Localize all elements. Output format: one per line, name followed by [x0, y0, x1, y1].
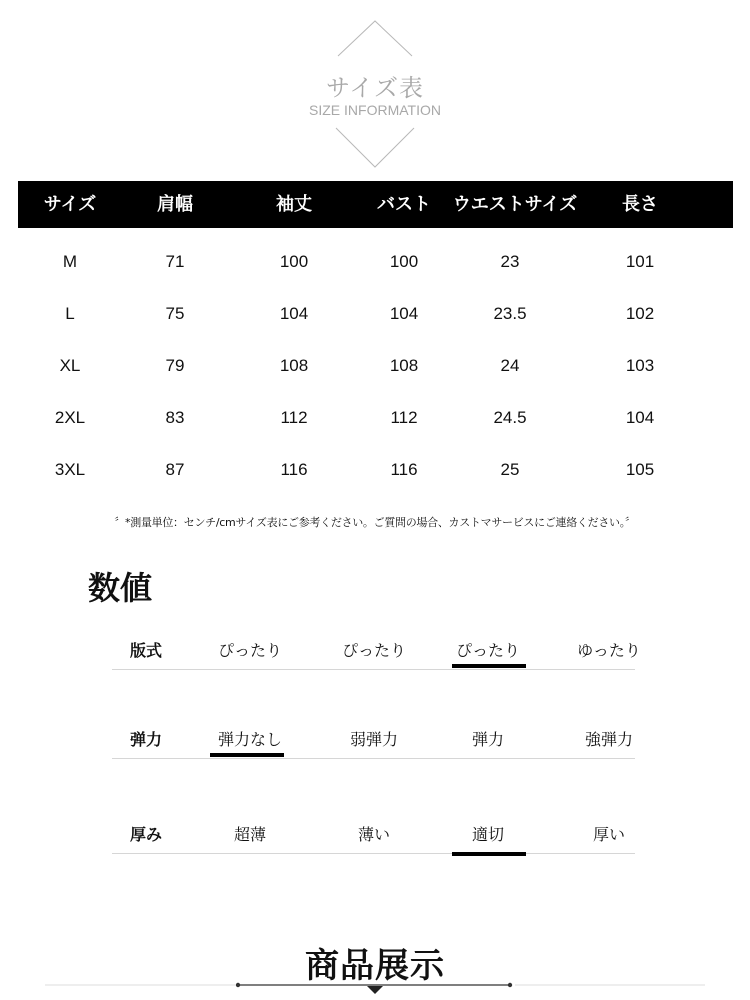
table-row — [0, 340, 750, 392]
waist-cell: 23 — [500, 252, 520, 271]
value-option: ゆったり — [577, 641, 641, 660]
value-row-label: 版式 — [129, 641, 162, 660]
value-option: 超薄 — [233, 825, 266, 844]
value-option: 弾力 — [471, 730, 504, 749]
size-table-title: サイズ表 — [325, 74, 425, 102]
bust-cell: 100 — [389, 252, 419, 271]
selected-indicator-thickness — [452, 852, 526, 856]
size-cell: XL — [59, 356, 81, 375]
waist-cell: 25 — [500, 460, 520, 479]
shoulder-cell: 79 — [165, 356, 185, 375]
value-option: 薄い — [357, 825, 390, 844]
size-cell: 3XL — [54, 460, 86, 479]
sleeve-cell: 100 — [279, 252, 309, 271]
selected-indicator-elasticity — [210, 753, 284, 757]
value-row-label: 厚み — [129, 825, 162, 844]
waist-cell: 23.5 — [493, 304, 527, 323]
header-length: 長さ — [622, 194, 658, 215]
size-table-subtitle: SIZE INFORMATION — [309, 102, 441, 118]
waist-cell: 24.5 — [493, 408, 527, 427]
header-waist: ウエストサイズ — [452, 194, 578, 215]
value-row-elasticity — [112, 723, 635, 759]
table-row — [0, 392, 750, 444]
values-title: 数値 — [88, 569, 153, 607]
bust-cell: 108 — [389, 356, 419, 375]
header-sleeve: 袖丈 — [276, 194, 312, 215]
value-option: 厚い — [592, 825, 625, 844]
sleeve-cell: 112 — [280, 408, 308, 427]
header-size: サイズ — [43, 194, 97, 215]
size-cell: M — [62, 252, 78, 271]
value-option: 適切 — [471, 825, 504, 844]
value-option: 弱弾力 — [349, 730, 398, 749]
value-row-fit — [112, 634, 641, 670]
value-option: 強弾力 — [584, 730, 633, 749]
sleeve-cell: 116 — [280, 460, 308, 479]
size-header — [0, 0, 750, 180]
value-option: ぴったり — [341, 641, 406, 660]
value-option: ぴったり — [455, 641, 520, 660]
shoulder-cell: 83 — [165, 408, 185, 427]
title-underline-decoration — [0, 976, 750, 1000]
sleeve-cell: 104 — [279, 304, 309, 323]
header-bust: バスト — [377, 194, 431, 215]
value-row-thickness — [112, 818, 635, 854]
bust-cell: 112 — [390, 408, 418, 427]
length-cell: 105 — [625, 460, 655, 479]
length-cell: 102 — [625, 304, 655, 323]
table-row — [0, 236, 750, 288]
size-table-header — [18, 181, 733, 228]
length-cell: 103 — [625, 356, 655, 375]
waist-cell: 24 — [500, 356, 520, 375]
sleeve-cell: 108 — [279, 356, 309, 375]
value-row-label: 弹力 — [129, 730, 162, 749]
length-cell: 104 — [625, 408, 655, 427]
shoulder-cell: 71 — [165, 252, 185, 271]
value-option: 弾力なし — [217, 730, 282, 749]
table-row — [0, 288, 750, 340]
table-row — [0, 444, 750, 496]
size-cell: L — [65, 304, 75, 323]
shoulder-cell: 87 — [165, 460, 185, 479]
selected-indicator-fit — [452, 664, 526, 668]
product-display-title: 商品展示 — [305, 946, 445, 986]
header-shoulder: 肩幅 — [157, 194, 193, 215]
measurement-note: 〞*測量単位：センチ/cmサイズ表にご参考ください。ご質問の場合、カストマサービスにご連絡ください。〞 — [114, 516, 636, 529]
size-cell: 2XL — [54, 408, 86, 427]
value-option: ぴったり — [217, 641, 282, 660]
bust-cell: 104 — [389, 304, 419, 323]
shoulder-cell: 75 — [165, 304, 185, 323]
length-cell: 101 — [625, 252, 655, 271]
bust-cell: 116 — [390, 460, 418, 479]
